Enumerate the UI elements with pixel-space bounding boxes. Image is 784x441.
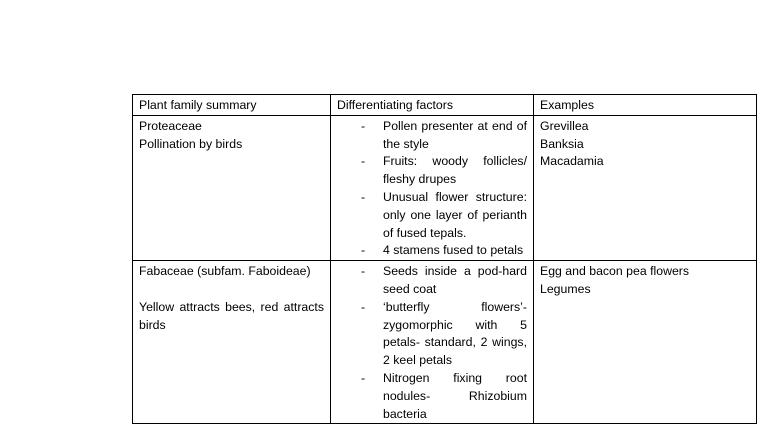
example-item: Legumes [540,281,591,296]
table-row-proteaceae [133,115,757,260]
example-item: Egg and bacon pea flowers [540,264,690,279]
factors-list [337,118,527,260]
factors-list [337,263,527,423]
family-cell [133,115,331,260]
factor-item: - Unusual flower structure: only one layer of perianth of fused tepals. [337,189,527,242]
family-note: Yellow attracts bees, red attracts birds [139,299,324,332]
header-plant-family-summary: Plant family summary [133,95,331,116]
header-differentiating-factors: Differentiating factors [331,95,534,116]
example-item: Banksia [540,136,584,151]
factors-cell [331,115,534,260]
factor-item: - ‘butterfly flowers’- zygomorphic with 5 petals- standard, 2 wings, 2 keel petals [337,299,527,370]
family-name: Fabaceae (subfam. Faboideae) [139,264,311,279]
factor-item: - Nitrogen fixing root nodules- Rhizobium bacteria [337,370,527,423]
blank-line [139,281,324,299]
factor-item: - Seeds inside a pod-hard seed coat [337,263,527,299]
factors-cell [331,261,534,424]
table-header-row [133,95,757,116]
factor-item: - Fruits: woody follicles/ fleshy drupes [337,153,527,189]
family-cell [133,261,331,424]
family-note: Pollination by birds [139,136,243,151]
family-name: Proteaceae [139,118,202,133]
table-row-fabaceae [133,261,757,424]
example-item: Macadamia [540,154,604,169]
plant-family-table [132,94,757,424]
examples-cell [534,115,757,260]
factor-item: - 4 stamens fused to petals [337,242,527,260]
examples-cell [534,261,757,424]
example-item: Grevillea [540,118,589,133]
factor-item: - Pollen presenter at end of the style [337,118,527,154]
header-examples: Examples [534,95,757,116]
